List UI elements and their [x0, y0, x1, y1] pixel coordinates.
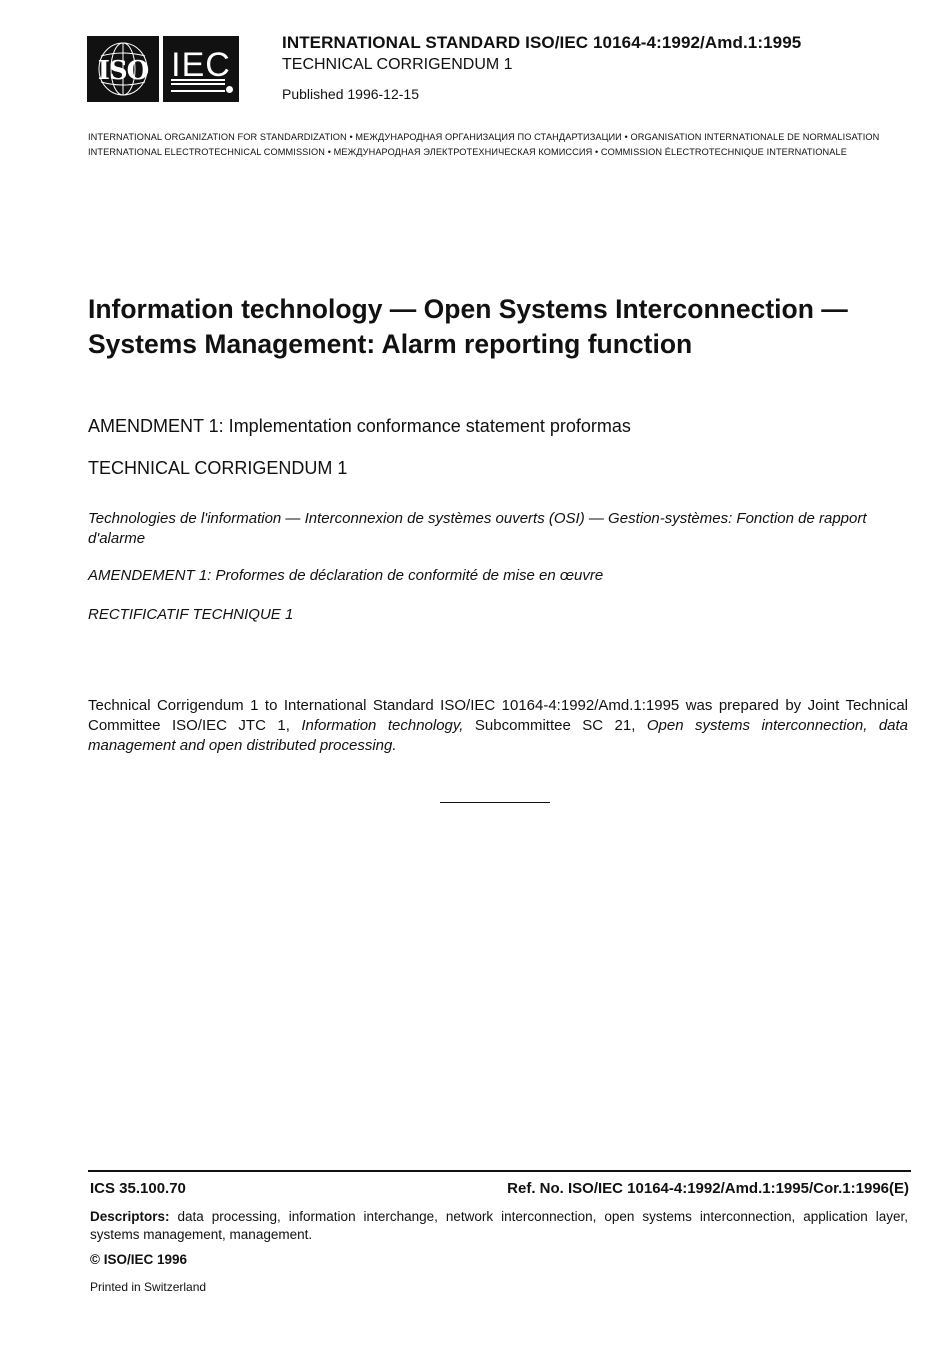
foreword-text-1: Technical Corrigendum 1 to International Standard ISO/IEC 10164-4:1992/Amd.1:1995 was prepared by Joint Technical Committee ISO/IEC JTC 1, — [88, 697, 908, 734]
reference-number: Ref. No. ISO/IEC 10164-4:1992/Amd.1:1995/Cor.1:1996(E) — [507, 1180, 909, 1197]
descriptors-label: Descriptors: — [90, 1209, 170, 1224]
descriptors — [90, 1208, 908, 1244]
organizations-line-2: INTERNATIONAL ELECTROTECHNICAL COMMISSION • МЕЖДУНАРОДНАЯ ЭЛЕКТРОТЕХНИЧЕСКАЯ КОМИССИЯ • COMMISSION ÉLECTROTECHNIQUE INTERNATIONALE — [88, 147, 847, 157]
foreword-paragraph — [88, 696, 908, 756]
french-rectificatif-title: RECTIFICATIF TECHNIQUE 1 — [88, 606, 294, 623]
iec-logo-bars — [171, 79, 225, 92]
standard-number: INTERNATIONAL STANDARD ISO/IEC 10164-4:1992/Amd.1:1995 — [282, 33, 802, 52]
foreword-text-2: Subcommittee SC 21, — [463, 717, 647, 734]
committee-name: Information technology, — [301, 717, 464, 734]
iec-logo — [163, 36, 239, 102]
iso-logo — [87, 36, 159, 102]
published-date: Published 1996-12-15 — [282, 86, 419, 102]
amendment-title: AMENDMENT 1: Implementation conformance statement proformas — [88, 416, 631, 436]
iso-iec-logo — [87, 36, 239, 102]
document-title: Information technology — Open Systems Interconnection — Systems Management: Alarm reporting function — [88, 294, 848, 359]
corrigendum-title: TECHNICAL CORRIGENDUM 1 — [88, 458, 348, 478]
subcommittee-name: Open systems interconnection, data management and open distributed processing. — [88, 717, 909, 754]
french-amendment-title: AMENDEMENT 1: Proformes de déclaration de conformité de mise en œuvre — [88, 567, 604, 584]
french-title: Technologies de l'information — Interconnexion de systèmes ouverts (OSI) — Gestion-systèmes: Fonction de rapport d'alarme — [88, 510, 867, 547]
end-rule — [440, 802, 550, 803]
footer-divider — [88, 1170, 911, 1172]
ics-code: ICS 35.100.70 — [90, 1180, 186, 1197]
organizations-line-1: INTERNATIONAL ORGANIZATION FOR STANDARDIZATION • МЕЖДУНАРОДНАЯ ОРГАНИЗАЦИЯ ПО СТАНДАРТИЗАЦИИ • ORGANISATION INTERNATIONALE DE NORMALISATION — [88, 132, 880, 142]
descriptors-text: data processing, information interchange, network interconnection, open systems interconnection, application layer, systems management, management. — [90, 1209, 908, 1242]
copyright: © ISO/IEC 1996 — [90, 1252, 187, 1267]
iec-logo-dot — [226, 86, 233, 93]
iec-logo-text: IEC — [171, 45, 231, 84]
printed-in: Printed in Switzerland — [90, 1280, 207, 1294]
header-corrigendum: TECHNICAL CORRIGENDUM 1 — [282, 56, 513, 73]
iso-logo-text: ISO — [97, 56, 149, 86]
